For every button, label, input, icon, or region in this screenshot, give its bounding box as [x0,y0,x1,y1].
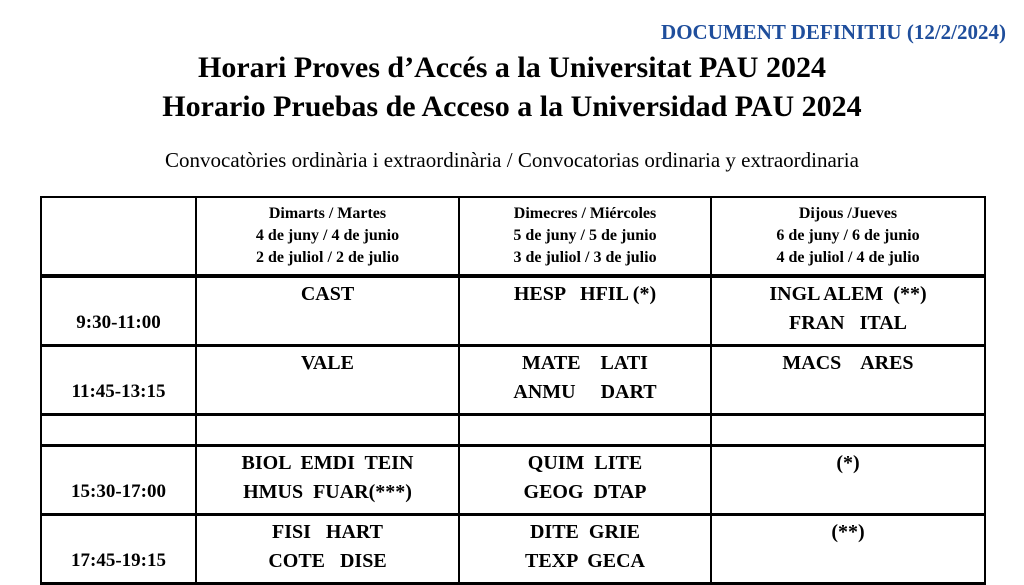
subjects-cell [196,276,459,346]
day-date-ordinary: 5 de juny / 5 de junio [513,227,657,244]
time-slot: 17:45-19:15 [41,515,196,584]
subject-line: (*) [836,452,860,474]
time-slot: 11:45-13:15 [41,346,196,415]
subject-line: VALE [301,352,354,374]
subjects-cell [711,346,985,415]
subject-line: BIOL EMDI TEIN [241,452,414,474]
spacer-cell [459,415,711,446]
subject-line: HMUS FUAR(***) [243,481,412,503]
day-date-extraordinary: 2 de juliol / 2 de julio [255,249,400,266]
spacer-cell [711,415,985,446]
subtitle: Convocatòries ordinària i extraordinària / Convocatorias ordinaria y extraordinaria [165,148,859,172]
header-day-wednesday [459,197,711,276]
subject-line: MACS ARES [782,352,914,374]
day-date-extraordinary: 4 de juliol / 4 de julio [776,249,920,266]
subjects-cell [196,515,459,584]
schedule-table [40,196,986,585]
subject-line: HESP HFIL (*) [513,283,657,305]
subject-line: DITE GRIE [529,521,641,543]
subjects-cell [459,346,711,415]
subject-line: COTE DISE [268,550,387,572]
table-spacer-row [41,415,985,446]
subject-line: (**) [831,521,865,543]
subjects-cell [711,276,985,346]
subject-line: CAST [300,283,355,305]
day-date-extraordinary: 3 de juliol / 3 de julio [513,249,657,266]
subject-line: MATE LATI [522,352,648,374]
header-day-tuesday [196,197,459,276]
subjects-cell [459,276,711,346]
day-name: Dimecres / Miércoles [513,205,657,222]
title-spanish: Horario Pruebas de Acceso a la Universidad PAU 2024 [162,90,862,123]
subject-line: TEXP GECA [524,550,646,572]
header-day-thursday [711,197,985,276]
time-slot: 15:30-17:00 [41,446,196,515]
table-row [41,276,985,346]
subjects-cell [711,446,985,515]
subjects-cell [711,515,985,584]
spacer-cell [41,415,196,446]
subjects-cell [196,346,459,415]
table-header-row [41,197,985,276]
table-row [41,346,985,415]
subject-line: GEOG DTAP [523,481,647,503]
time-slot: 9:30-11:00 [41,276,196,346]
subjects-cell [459,446,711,515]
subject-line: ANMU DART [513,381,657,403]
day-date-ordinary: 6 de juny / 6 de junio [776,227,920,244]
header-time-empty [41,197,196,276]
document-status: DOCUMENT DEFINITIU (12/2/2024) [661,20,1006,44]
subjects-cell [459,515,711,584]
subjects-cell [196,446,459,515]
title-catalan: Horari Proves d’Accés a la Universitat PAU 2024 [198,51,826,84]
day-date-ordinary: 4 de juny / 4 de junio [255,227,400,244]
table-row [41,446,985,515]
subject-line: FRAN ITAL [789,312,907,334]
subject-line: INGL ALEM (**) [769,283,927,305]
subject-line: FISI HART [272,521,383,543]
spacer-cell [196,415,459,446]
day-name: Dijous /Jueves [798,205,898,222]
table-row [41,515,985,584]
day-name: Dimarts / Martes [268,205,387,222]
subject-line: QUIM LITE [527,452,643,474]
